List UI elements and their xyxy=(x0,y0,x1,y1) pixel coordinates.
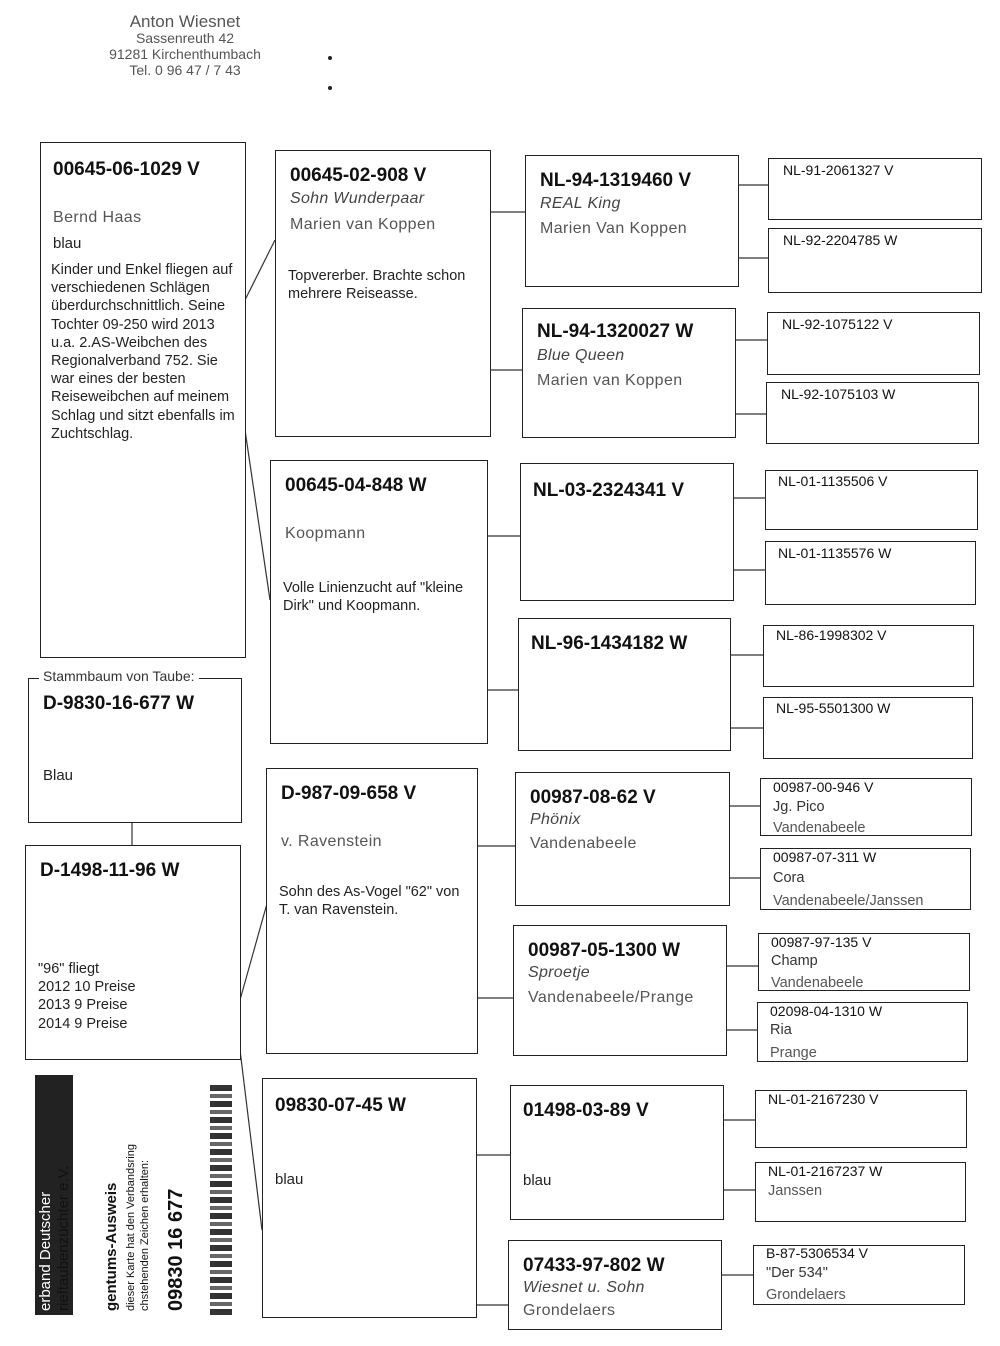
gen2-ring: NL-96-1434182 W xyxy=(531,633,688,654)
gen3-box xyxy=(763,697,973,759)
gen3-line3: Vandenabeele xyxy=(771,975,864,991)
gen3-ring: 00987-07-311 W xyxy=(773,849,877,865)
sibling-breeder: Bernd Haas xyxy=(53,209,142,226)
owner-city: 91281 Kirchenthumbach xyxy=(109,46,261,62)
gen3-box xyxy=(758,933,970,991)
gen1-dam-sire-ring: D-987-09-658 V xyxy=(281,783,417,804)
gen1-dam-dam-color: blau xyxy=(275,1171,304,1188)
sibling-note: Kinder und Enkel fliegen auf verschiedenen Schlägen überdurchschnittlich. Seine Tochter 09-250 wird 2013 u.a. 2.AS-Weibchen des Regionalverband 752. Sie war eines der besten Reiseweibchen auf meinem Schlag und sitzt ebenfalls im Zuchtschlag. xyxy=(51,262,235,442)
gen3-line3: Vandenabeele xyxy=(773,820,866,836)
gen2-ring: 01498-03-89 V xyxy=(523,1100,649,1121)
gen3-ring: NL-86-1998302 V xyxy=(776,627,887,643)
gen1-sire-ring: 00645-02-908 V xyxy=(290,165,427,186)
gen1-sire xyxy=(275,150,491,437)
card-text1: dieser Karte hat den Verbandsring xyxy=(125,1144,137,1311)
gen2-box xyxy=(520,463,734,601)
gen2-ring: NL-94-1320027 W xyxy=(537,321,694,342)
owner-phone: Tel. 0 96 47 / 7 43 xyxy=(129,62,241,78)
sibling-ring: 00645-06-1029 V xyxy=(53,159,200,180)
gen2-box xyxy=(522,308,736,438)
dam-card-results xyxy=(38,960,233,1033)
gen1-sire-name: Sohn Wunderpaar xyxy=(290,190,425,207)
gen3-line2: Jg. Pico xyxy=(773,799,825,815)
dam-card-ring: D-1498-11-96 W xyxy=(40,860,180,881)
gen3-line2: Janssen xyxy=(768,1183,823,1199)
gen1-dam-dam-ring: 09830-07-45 W xyxy=(275,1095,406,1116)
card-number: 09830 16 677 xyxy=(165,1188,187,1311)
gen1-dam-sire-note: Sohn des As-Vogel "62" von T. van Ravenstein. xyxy=(279,884,460,919)
gen3-line2: "Der 534" xyxy=(766,1265,828,1281)
gen3-line2: Cora xyxy=(773,870,805,886)
gen3-ring: NL-01-1135506 V xyxy=(778,473,888,489)
gen2-ring: NL-03-2324341 V xyxy=(533,480,685,501)
gen3-box xyxy=(765,470,978,530)
gen1-sire-note: Topvererber. Brachte schon mehrere Reiseasse. xyxy=(288,268,466,303)
gen1-dam-sire-breeder: v. Ravenstein xyxy=(281,833,382,850)
gen3-box xyxy=(755,1090,967,1148)
gen2-name: Blue Queen xyxy=(537,347,625,364)
gen2-breeder: Vandenabeele/Prange xyxy=(528,989,694,1006)
subject-ring: D-9830-16-677 W xyxy=(43,693,195,714)
gen2-breeder: Vandenabeele xyxy=(530,835,637,852)
result-line: 2012 10 Preise xyxy=(38,979,136,996)
gen1-dam-dam xyxy=(262,1078,477,1318)
sibling-color: blau xyxy=(53,235,82,252)
gen2-color: blau xyxy=(523,1172,552,1189)
gen3-box xyxy=(768,158,982,220)
card-text2: chstehenden Zeichen erhalten: xyxy=(139,1159,151,1311)
gen3-ring: NL-01-2167237 W xyxy=(768,1163,883,1179)
subject-color: Blau xyxy=(43,767,74,784)
gen2-ring: 00987-05-1300 W xyxy=(528,940,681,961)
gen2-box xyxy=(508,1240,722,1330)
gen2-box xyxy=(515,772,730,906)
gen2-breeder: Grondelaers xyxy=(523,1302,616,1319)
gen3-line3: Grondelaers xyxy=(766,1287,846,1303)
gen3-box xyxy=(763,625,974,687)
card-org-line1: erband Deutscher xyxy=(37,1191,54,1311)
owner-street: Sassenreuth 42 xyxy=(135,30,235,46)
gen2-box xyxy=(513,925,727,1056)
card-org-line2: rieftaubenzüchter e.V. xyxy=(55,1165,72,1311)
result-line: 2014 9 Preise xyxy=(38,1015,128,1032)
gen2-name: Wiesnet u. Sohn xyxy=(523,1279,645,1296)
gen2-box xyxy=(518,618,731,751)
gen3-box xyxy=(767,312,980,375)
gen3-box xyxy=(768,228,982,293)
ownership-card xyxy=(35,1075,235,1315)
result-line: 2013 9 Preise xyxy=(38,997,128,1014)
gen3-line3: Prange xyxy=(770,1045,817,1061)
gen1-dam-ring: 00645-04-848 W xyxy=(285,475,427,496)
gen3-ring: NL-92-2204785 W xyxy=(783,232,898,248)
gen2-name: Phönix xyxy=(530,811,581,828)
gen3-ring: NL-95-5501300 W xyxy=(776,700,891,716)
gen3-box xyxy=(755,1162,966,1222)
gen1-dam xyxy=(270,460,488,744)
gen3-ring: NL-92-1075103 W xyxy=(781,386,896,402)
gen2-name: REAL King xyxy=(540,195,621,212)
dam-card xyxy=(25,845,241,1060)
subject-card xyxy=(28,668,242,823)
gen3-line2: Ria xyxy=(770,1022,792,1038)
gen2-ring: 00987-08-62 V xyxy=(530,787,656,808)
gen2-box xyxy=(510,1085,724,1220)
gen1-dam-sire xyxy=(266,768,478,1054)
gen3-ring: NL-01-2167230 V xyxy=(768,1091,879,1107)
gen1-sire-breeder: Marien van Koppen xyxy=(290,216,436,233)
gen3-box xyxy=(757,1002,968,1062)
gen2-breeder: Marien Van Koppen xyxy=(540,220,688,237)
gen3-box xyxy=(760,848,971,910)
gen2-ring: NL-94-1319460 V xyxy=(540,170,692,191)
card-title: gentums-Ausweis xyxy=(103,1182,120,1311)
sibling-card xyxy=(40,142,246,658)
gen3-ring: NL-01-1135576 W xyxy=(778,545,892,561)
owner-name: Anton Wiesnet xyxy=(129,12,241,31)
gen2-ring: 07433-97-802 W xyxy=(523,1255,665,1276)
gen3-box xyxy=(765,541,976,605)
result-line: "96" fliegt xyxy=(38,961,100,977)
gen2-breeder: Marien van Koppen xyxy=(537,372,683,389)
gen3-ring: B-87-5306534 V xyxy=(766,1245,868,1261)
gen3-ring: 00987-00-946 V xyxy=(773,779,874,795)
gen3-box xyxy=(753,1245,965,1305)
gen1-dam-breeder: Koopmann xyxy=(285,525,366,542)
gen3-ring: NL-91-2061327 V xyxy=(783,162,894,178)
gen3-box xyxy=(766,382,979,444)
subject-caption: Stammbaum von Taube: xyxy=(39,668,199,684)
gen3-ring: 02098-04-1310 W xyxy=(770,1003,883,1019)
gen2-box xyxy=(525,155,739,287)
card-pattern-strip xyxy=(210,1085,232,1315)
gen3-line2: Champ xyxy=(771,953,818,969)
gen3-ring: 00987-97-135 V xyxy=(771,934,872,950)
owner-address-stamp xyxy=(95,14,275,78)
gen2-name: Sproetje xyxy=(528,964,590,981)
gen1-dam-note: Volle Linienzucht auf "kleine Dirk" und Koopmann. xyxy=(283,580,464,615)
gen3-ring: NL-92-1075122 V xyxy=(782,316,893,332)
gen3-line3: Vandenabeele/Janssen xyxy=(773,893,924,909)
gen3-box xyxy=(760,778,972,836)
